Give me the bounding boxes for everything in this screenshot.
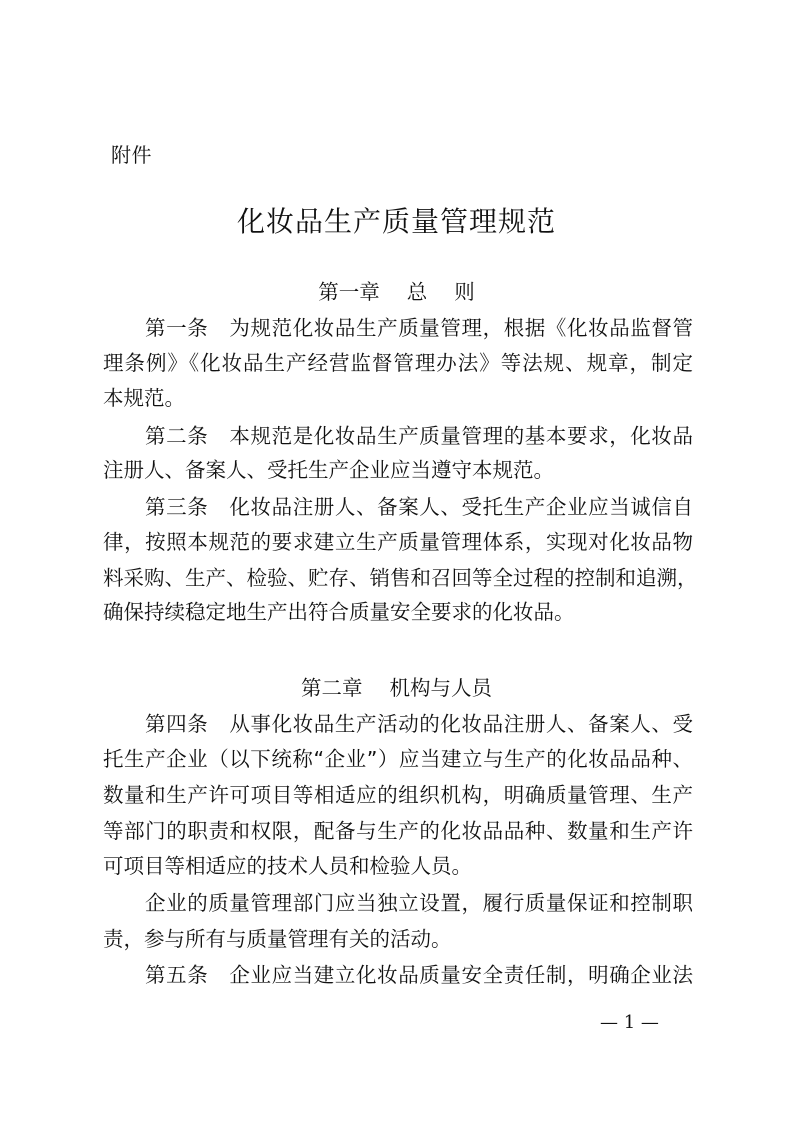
article-line: 本规范。: [103, 386, 185, 410]
article-line: 第一条 为规范化妆品生产质量管理，根据《化妆品监督管: [145, 316, 693, 340]
article-line: 等部门的职责和权限，配备与生产的化妆品品种、数量和生产许: [103, 819, 693, 843]
article-line: 第三条 化妆品注册人、备案人、受托生产企业应当诚信自: [145, 495, 693, 519]
article-line: 责，参与所有与质量管理有关的活动。: [103, 927, 452, 951]
chapter-heading: 第一章 总 则: [318, 280, 475, 304]
article-line: 律，按照本规范的要求建立生产质量管理体系，实现对化妆品物: [103, 530, 693, 554]
article-line: 第五条 企业应当建立化妆品质量安全责任制，明确企业法: [145, 963, 693, 987]
page-number: — 1 —: [600, 1012, 659, 1033]
attachment-label: 附件: [111, 143, 152, 167]
chapter-heading: 第二章 机构与人员: [300, 676, 493, 700]
article-line: 企业的质量管理部门应当独立设置，履行质量保证和控制职: [145, 891, 693, 915]
article-line: 托生产企业（以下统称“企业”）应当建立与生产的化妆品品种、: [103, 747, 693, 771]
article-line: 可项目等相适应的技术人员和检验人员。: [103, 854, 472, 878]
document-title: 化妆品生产质量管理规范: [236, 205, 556, 238]
article-line: 注册人、备案人、受托生产企业应当遵守本规范。: [103, 458, 554, 482]
article-line: 确保持续稳定地生产出符合质量安全要求的化妆品。: [103, 600, 575, 624]
article-line: 数量和生产许可项目等相适应的组织机构，明确质量管理、生产: [103, 783, 693, 807]
article-line: 第二条 本规范是化妆品生产质量管理的基本要求，化妆品: [145, 424, 693, 448]
article-line: 第四条 从事化妆品生产活动的化妆品注册人、备案人、受: [145, 712, 693, 736]
article-line: 理条例》《化妆品生产经营监督管理办法》等法规、规章，制定: [103, 351, 693, 375]
article-line: 料采购、生产、检验、贮存、销售和召回等全过程的控制和追溯，: [103, 566, 698, 590]
